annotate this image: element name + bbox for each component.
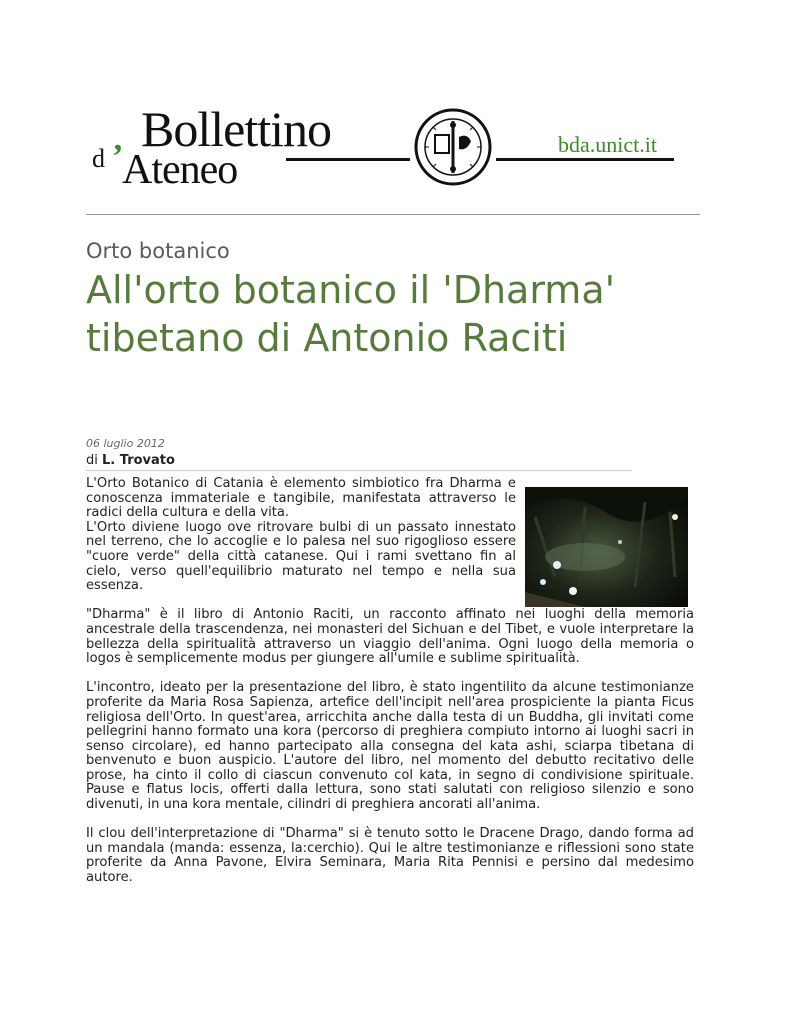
paragraph: Il clou dell'interpretazione di "Dharma" si è tenuto sotto le Dracene Drago, dando forma ad un mandala (manda: essenza, la:cerchio). Qui le altre testimonianze e riflessioni sono state proferite da Anna Pavone, Elvira Seminara, Maria Rita Pennisi e persino dal medesimo autore. [86, 826, 694, 886]
article-date: 06 luglio 2012 [86, 437, 165, 450]
site-url: bda.unict.it [558, 132, 657, 157]
paragraph: L'Orto Botanico di Catania è elemento simbiotico fra Dharma e conoscenza immateriale e tangibile, manifestata attraverso le radici della cultura e della vita. [86, 476, 516, 521]
byline-divider [86, 470, 632, 471]
masthead [86, 100, 686, 200]
logo-small-text: d [92, 144, 105, 173]
byline [86, 453, 175, 468]
logo-main-text: Bollettino [141, 101, 331, 157]
section-label: Orto botanico [86, 239, 230, 263]
header-divider [86, 214, 700, 215]
byline-prefix: di [86, 453, 98, 468]
masthead-rule-right [496, 158, 674, 161]
logo-sub-text: Ateneo [122, 147, 238, 193]
paragraph: L'incontro, ideato per la presentazione del libro, è stato ingentilito da alcune testimonianze proferite da Maria Rosa Sapienza, artefice dell'incipit nell'area prospiciente la pianta Ficus religiosa dell'Orto. In quest'area, arricchita anche dalla testa di un Buddha, gli invitati come pellegrini hanno formato una kora (percorso di preghiera compiuto intorno ai luoghi sacri in senso circolare), ed hanno partecipato alla consegna del kata ashi, sciarpa tibetana di benvenuto e buon auspicio. L'autore del libro, nel momento del debutto recitativo delle prose, ha cinto il collo di ciascun convenuto col kata, in segno di condivisione spirituale. Pause e flatus locis, offerti dalla lettura, sono stati salutati con religioso silenzio e sono divenuti, in una kora mentale, cilindri di preghiera ancorati all'anima. [86, 680, 694, 813]
university-seal-icon [413, 107, 493, 187]
paragraph: L'Orto diviene luogo ove ritrovare bulbi di un passato innestato nel terreno, che lo accoglie e lo palesa nel suo rigoglioso essere "cuore verde" della città catanese. Qui i rami svettano fin al cielo, verso quell'equilibrio maturato nel tempo e nella sua essenza. [86, 519, 516, 594]
masthead-rule-left [286, 158, 410, 161]
article-title: All'orto botanico il 'Dharma' tibetano di Antonio Raciti [86, 268, 616, 360]
article-body [86, 477, 694, 900]
logo-apostrophe: ’ [112, 138, 124, 175]
byline-author: L. Trovato [102, 453, 175, 468]
paragraph: "Dharma" è il libro di Antonio Raciti, un racconto affinato nei luoghi della memoria ancestrale della trascendenza, nei monasteri del Sichuan e del Tibet, e vuole interpretare la bellezza della spiritualità attraverso un viaggio dell'anima. Ogni luogo della memoria o logos è semplicemente modus per giungere all'umile e sublime spiritualità. [86, 607, 694, 667]
